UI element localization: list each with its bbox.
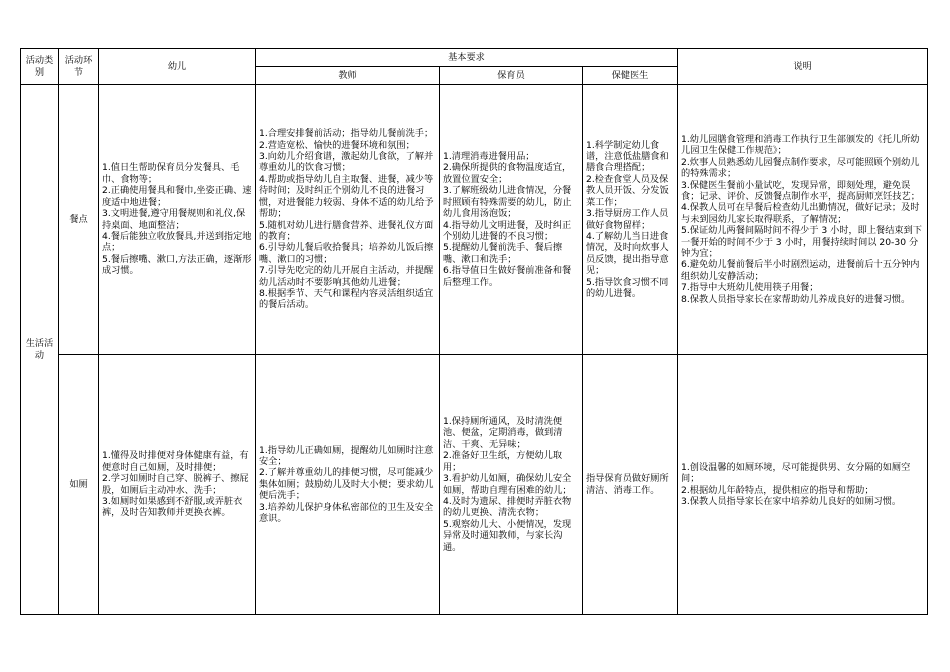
requirement-item: 4.餐后能独立收放餐具,并送到指定地点；: [102, 230, 252, 254]
requirement-item: 2.营造宽松、愉快的进餐环境和氛围；: [259, 139, 415, 151]
requirement-item: 5.观察幼儿大、小便情况，发现异常及时通知教师，与家长沟通。: [443, 518, 572, 553]
requirement-item: 指导保育员做好厕所清洁、消毒工作。: [586, 473, 669, 496]
requirement-item: 3.看护幼儿如厕，确保幼儿安全如厕，帮助自理有困难的幼儿；: [443, 473, 572, 496]
header-notes: 说明: [678, 49, 928, 85]
header-category: 活动类别: [21, 49, 59, 85]
header-caregiver: 保育员: [440, 67, 583, 85]
requirement-item: 3.指导厨房工作人员做好食物留样；: [586, 208, 669, 231]
child-cell-toilet: [99, 355, 256, 615]
requirement-item: 1.懂得及时排便对身体健康有益，有便意时自己如厕，及时排便；: [102, 450, 249, 473]
requirement-item: 5.随机对幼儿进行膳食营养、进餐礼仪方面的教育；: [259, 219, 434, 242]
requirement-item: 5.提醒幼儿餐前洗手、餐后擦嘴、漱口和洗手；: [443, 242, 563, 265]
requirement-item: 1.清理消毒进餐用品；: [443, 151, 535, 163]
requirement-item: 4.帮助或指导幼儿自主取餐、进餐，减少等待时间；及时纠正个别幼儿不良的进餐习惯，对进餐能力较弱、身体不适的幼儿给予帮助；: [259, 173, 434, 220]
notes-cell-toilet: [678, 355, 928, 615]
segment-cell-toilet: 如厕: [59, 355, 99, 615]
requirement-item: 3.保教人员指导家长在家中培养幼儿良好的如厕习惯。: [681, 495, 902, 507]
requirement-item: 2.学习如厕时自己穿、脱裤子、擦屁股，如厕后主动冲水、洗手；: [102, 473, 249, 496]
requirement-item: 4.了解幼儿当日进食情况，及时向炊事人员反馈，提出指导意见；: [586, 230, 669, 277]
teacher-cell-toilet: [256, 355, 440, 615]
requirement-item: 2.正确使用餐具和餐巾,坐姿正确、速度适中地进餐；: [102, 185, 252, 208]
requirements-table: [20, 48, 928, 615]
requirement-item: 1.科学制定幼儿食谱，注意低盐膳食和膳食合理搭配；: [586, 139, 669, 174]
requirement-item: 3.保健医生餐前小量试吃，发现异常，即刻处理，避免误食；记录、评价、反馈餐点制作水平，提高厨师烹饪技艺；: [681, 179, 920, 202]
doctor-cell-meals: [583, 85, 678, 355]
notes-cell-meals: [678, 85, 928, 355]
header-teacher: 教师: [256, 67, 440, 85]
requirement-item: 7.指导中大班幼儿使用筷子用餐；: [681, 282, 819, 294]
requirement-item: 8.保教人员指导家长在家帮助幼儿养成良好的进餐习惯。: [681, 293, 911, 305]
header-segment: 活动环节: [59, 49, 99, 85]
requirement-item: 7.引导先吃完的幼儿开展自主活动，并提醒幼儿活动时不要影响其他幼儿进餐；: [259, 265, 434, 288]
caregiver-cell-toilet: [440, 355, 583, 615]
requirement-item: 1.幼儿园膳食管理和消毒工作执行卫生部颁发的《托儿所幼儿园卫生保健工作规范》；: [681, 133, 920, 157]
requirement-item: 5.保证幼儿两餐间隔时间不得少于 3 小时，即上餐结束到下一餐开始的时间不少于 3 小时，用餐持续时间以 20-30 分钟为宜；: [681, 225, 922, 260]
requirement-item: 1.创设温馨的如厕环境，尽可能提供男、女分隔的如厕空间；: [681, 461, 911, 485]
requirement-item: 4.及时为遗尿、排便时弄脏衣物的幼儿更换、清洗衣物；: [443, 495, 572, 519]
requirement-item: 1.保持厕所通风，及时清洗便池、便盆，定期消毒，做到清洁、干爽、无异味；: [443, 416, 563, 450]
requirement-item: 1.指导幼儿正确如厕，提醒幼儿如厕时注意安全；: [259, 444, 434, 467]
segment-cell-meals: 餐点: [59, 85, 99, 355]
requirement-item: 3.向幼儿介绍食谱，激起幼儿食欲，了解并尊重幼儿的饮食习惯；: [259, 151, 434, 174]
requirement-item: 3.培养幼儿保护身体私密部位的卫生及安全意识。: [259, 501, 434, 525]
requirement-item: 6.引导幼儿餐后收拾餐具；培养幼儿饭后擦嘴、漱口的习惯；: [259, 242, 434, 265]
teacher-cell-meals: [256, 85, 440, 355]
requirement-item: 5.餐后擦嘴、漱口,方法正确，逐渐形成习惯。: [102, 253, 252, 277]
header-basic-requirements: 基本要求: [256, 49, 678, 67]
requirement-item: 2.了解并尊重幼儿的排便习惯，尽可能减少集体如厕；鼓励幼儿及时大小便；要求幼儿便后洗手；: [259, 467, 434, 502]
child-cell-meals: [99, 85, 256, 355]
category-cell: 生活活动: [21, 85, 59, 615]
requirement-item: 2.根据幼儿年龄特点，提供相应的指导和帮助；: [681, 484, 874, 496]
doctor-cell-toilet: [583, 355, 678, 615]
requirement-item: 5.指导饮食习惯不同的幼儿进餐。: [586, 276, 669, 299]
requirement-item: 8.根据季节、天气和课程内容灵活组织适宜的餐后活动。: [259, 287, 434, 311]
requirement-item: 3.了解班级幼儿进食情况，分餐时照顾有特殊需要的幼儿，防止幼儿食用汤泡饭；: [443, 185, 572, 220]
requirement-item: 4.指导幼儿文明进餐，及时纠正个别幼儿进餐的不良习惯；: [443, 219, 572, 242]
header-child: 幼儿: [99, 49, 256, 85]
requirement-item: 4.保教人员可在早餐后检查幼儿出勤情况，做好记录；及时与未到园幼儿家长取得联系，了解情况；: [681, 202, 920, 225]
header-doctor: 保健医生: [583, 67, 678, 85]
requirement-item: 6.避免幼儿餐前餐后半小时剧烈运动，进餐前后十五分钟内组织幼儿安静活动；: [681, 259, 920, 282]
requirement-item: 1.值日生帮助保育员分发餐具、毛巾、食物等；: [102, 162, 240, 185]
requirement-item: 1.合理安排餐前活动；指导幼儿餐前洗手；: [259, 128, 434, 140]
requirement-item: 2.炊事人员熟悉幼儿园餐点制作要求，尽可能照顾个别幼儿的特殊需求；: [681, 156, 920, 180]
requirement-item: 2.准备好卫生纸，方便幼儿取用；: [443, 450, 563, 473]
requirement-item: 3.文明进餐,遵守用餐规则和礼仪,保持桌面、地面整洁；: [102, 208, 246, 231]
requirement-item: 6.指导值日生做好餐前准备和餐后整理工作。: [443, 265, 572, 288]
requirement-item: 2.检查食堂人员及保教人员开饭、分发饭菜工作；: [586, 173, 669, 208]
requirement-item: 3.如厕时如果感到不舒服,或弄脏衣裤，及时告知教师并更换衣裤。: [102, 495, 243, 519]
requirement-item: 2.确保所提供的食物温度适宜，放置位置安全；: [443, 162, 572, 185]
caregiver-cell-meals: [440, 85, 583, 355]
